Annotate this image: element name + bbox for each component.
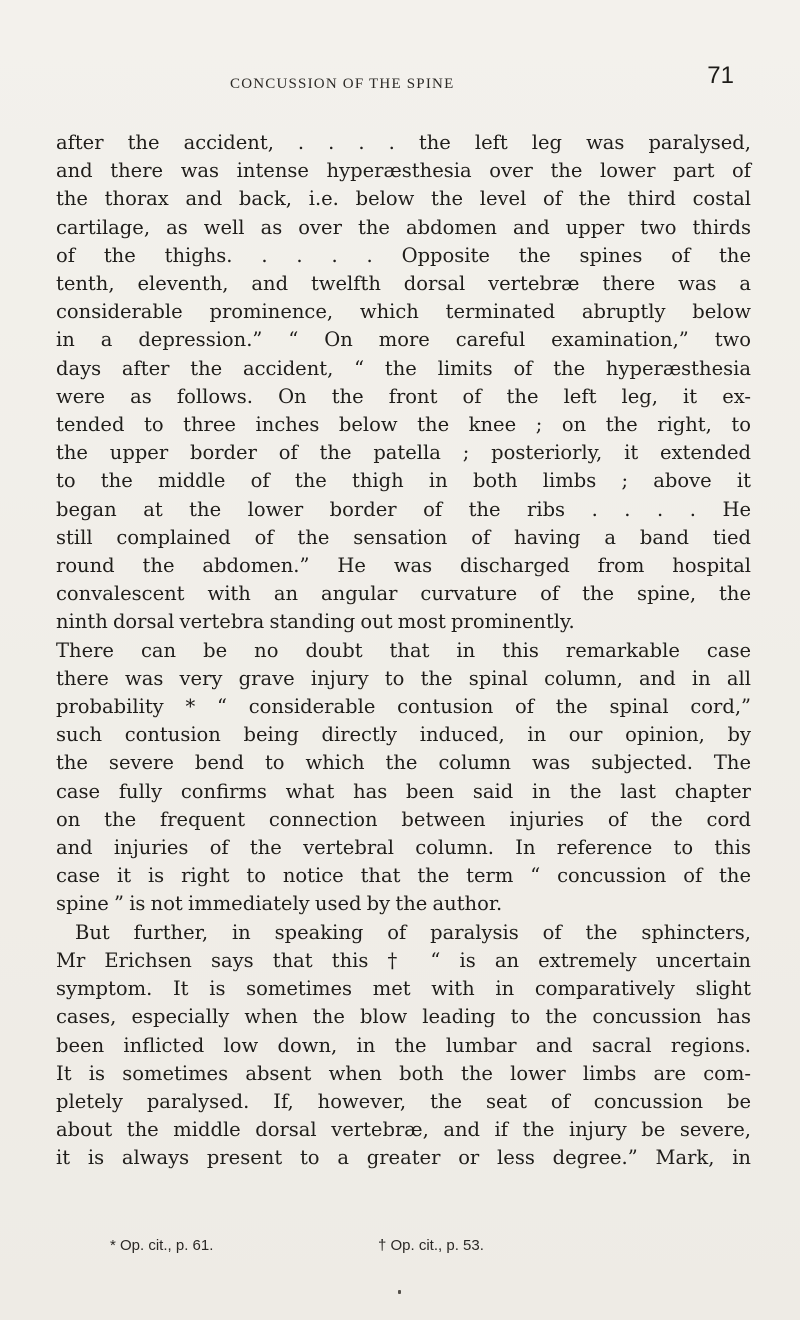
text-line: and injuries of the vertebral column. In reference to this: [56, 836, 751, 860]
text-line: of the thighs. . . . . Opposite the spines of the: [56, 243, 751, 267]
text-line: ninth dorsal vertebra standing out most prominently.: [56, 610, 575, 634]
text-line: the thorax and back, i.e. below the level of the third costal: [56, 187, 751, 211]
page-header: [56, 64, 760, 104]
body-text: [56, 129, 751, 1173]
text-line: after the accident, . . . . the left leg was paralysed,: [56, 131, 751, 154]
text-line: days after the accident, “ the limits of the hyperæsthesia: [56, 356, 751, 380]
text-line: were as follows. On the front of the left leg, it ex-: [56, 384, 751, 408]
text-line: pletely paralysed. If, however, the seat of concussion be: [56, 1089, 751, 1113]
text-line: symptom. It is sometimes met with in comparatively slight: [56, 977, 751, 1001]
text-line: spine ” is not immediately used by the author.: [56, 892, 503, 916]
footnote-1: * Op. cit., p. 61.: [110, 1237, 214, 1254]
text-line: case it is right to notice that the term “ concussion of the: [56, 864, 751, 888]
text-line: cartilage, as well as over the abdomen and upper two thirds: [56, 215, 751, 239]
text-line: tenth, eleventh, and twelfth dorsal vertebræ there was a: [56, 272, 751, 296]
text-line: It is sometimes absent when both the lower limbs are com-: [56, 1061, 751, 1085]
text-line: and there was intense hyperæsthesia over the lower part of: [56, 159, 751, 183]
text-line: probability * “ considerable contusion of the spinal cord,”: [56, 695, 751, 719]
text-line: on the frequent connection between injuries of the cord: [56, 807, 751, 831]
text-line: the severe bend to which the column was subjected. The: [56, 751, 751, 775]
text-line: been inflicted low down, in the lumbar and sacral regions.: [56, 1033, 751, 1057]
text-line: the upper border of the patella ; posteriorly, it extended: [56, 441, 751, 465]
text-line: But further, in speaking of paralysis of the sphincters,: [75, 920, 751, 944]
running-title: CONCUSSION OF THE SPINE: [230, 76, 455, 92]
text-line: cases, especially when the blow leading to the concussion has: [56, 1005, 751, 1029]
text-line: began at the lower border of the ribs . . . . He: [56, 497, 751, 521]
footnote-2: † Op. cit., p. 53.: [378, 1237, 484, 1254]
text-line: considerable prominence, which terminated abruptly below: [56, 300, 751, 324]
text-line: it is always present to a greater or less degree.” Mark, in: [56, 1146, 751, 1170]
text-line: tended to three inches below the knee ; on the right, to: [56, 413, 751, 437]
text-line: round the abdomen.” He was discharged from hospital: [56, 554, 751, 578]
text-line: in a depression.” “ On more careful examination,” two: [56, 328, 751, 352]
text-line: about the middle dorsal vertebræ, and if the injury be severe,: [56, 1118, 751, 1142]
text-line: still complained of the sensation of having a band tied: [56, 525, 751, 549]
text-line: There can be no doubt that in this remarkable case: [56, 638, 751, 662]
printer-mark: [398, 1290, 401, 1294]
text-line: to the middle of the thigh in both limbs ; above it: [56, 469, 751, 493]
text-line: such contusion being directly induced, in our opinion, by: [56, 723, 751, 747]
page-number: 71: [707, 62, 734, 89]
text-line: Mr Erichsen says that this † “ is an extremely uncertain: [56, 948, 751, 972]
text-line: convalescent with an angular curvature of the spine, the: [56, 582, 751, 606]
text-line: case fully confirms what has been said in the last chapter: [56, 779, 751, 803]
text-line: there was very grave injury to the spinal column, and in all: [56, 666, 751, 690]
